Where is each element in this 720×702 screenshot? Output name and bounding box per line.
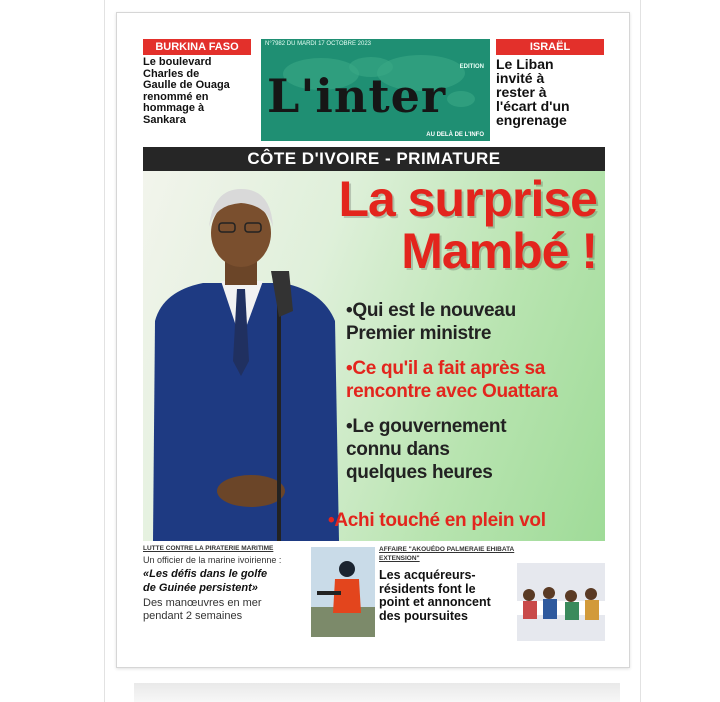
left-divider <box>104 0 105 702</box>
section-banner: CÔTE D'IVOIRE - PRIMATURE <box>143 147 605 171</box>
right-divider <box>640 0 641 702</box>
masthead <box>261 39 490 141</box>
newspaper-logo: L'inter <box>267 69 447 123</box>
edition-label: EDITION <box>459 64 484 70</box>
bottom-right-text: Les acquéreurs- résidents font le point et annoncent des poursuites <box>379 568 491 623</box>
newspaper-cover <box>143 37 605 645</box>
bottom-left-story[interactable] <box>143 545 375 645</box>
prime-minister-photo <box>143 171 343 541</box>
bottom-left-sublines: Des manœuvres en mer pendant 2 semaines <box>143 597 262 622</box>
main-story <box>143 171 605 541</box>
bottom-right-story[interactable] <box>379 545 605 645</box>
right-teaser-tag: ISRAËL <box>496 39 604 55</box>
bullet-government: •Le gouvernement connu dans quelques heures <box>346 416 507 483</box>
bottom-right-tag: AFFAIRE "AKOUÉDO PALMERAIE EHIBATA EXTENSION" <box>379 546 515 562</box>
bottom-left-tag: LUTTE CONTRE LA PIRATERIE MARITIME <box>143 545 274 552</box>
bullet-after-meeting: •Ce qu'il a fait après sa rencontre avec Ouattara <box>346 358 558 402</box>
issue-date: N°7982 DU MARDI 17 OCTOBRE 2023 <box>265 41 371 47</box>
masthead-tagline: AU DELÀ DE L'INFO <box>426 132 484 138</box>
bullet-achi: •Achi touché en plein vol <box>328 510 546 531</box>
bottom-left-title: «Les défis dans le golfe de Guinée persistent» <box>143 568 268 594</box>
navy-officer-photo <box>311 547 375 637</box>
left-teaser-text: Le boulevard Charles de Gaulle de Ouaga renommé en hommage à Sankara <box>143 56 230 126</box>
left-teaser-tag: BURKINA FASO <box>143 39 251 55</box>
bullet-new-prime-minister: •Qui est le nouveau Premier ministre <box>346 300 516 344</box>
meeting-photo <box>517 563 605 641</box>
next-page-edge <box>134 683 620 702</box>
cover-frame[interactable] <box>116 12 630 668</box>
main-headline: La surprise Mambé ! <box>338 171 597 279</box>
right-teaser-text: Le Liban invité à rester à l'écart d'un engrenage <box>496 56 570 128</box>
bottom-left-subtitle: Un officier de la marine ivoirienne : <box>143 555 282 565</box>
